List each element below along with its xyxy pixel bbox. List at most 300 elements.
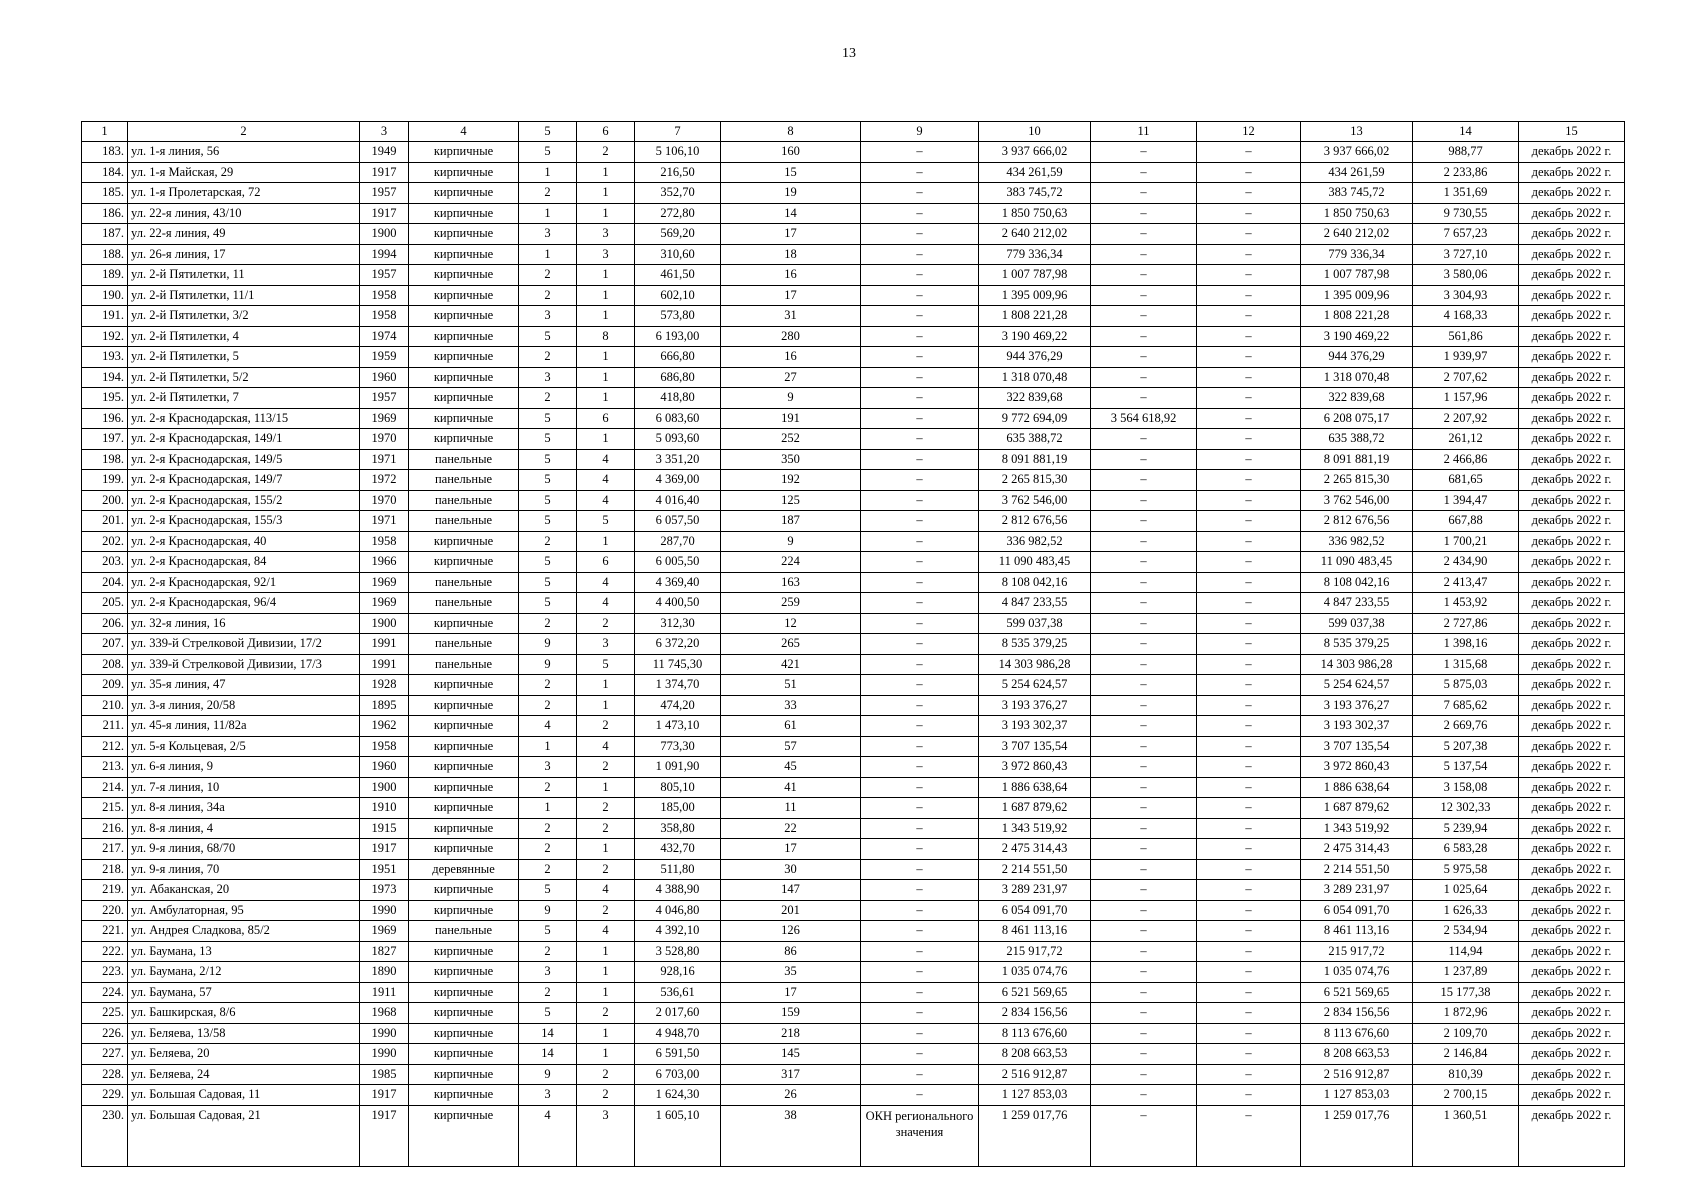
cell-col-14: 2 707,62 (1413, 367, 1519, 388)
cell-col-14: 3 158,08 (1413, 777, 1519, 798)
cell-row-number: 207. (82, 634, 128, 655)
cell-col-13: 3 289 231,97 (1301, 880, 1413, 901)
cell-col-13: 1 687 879,62 (1301, 798, 1413, 819)
cell-floors: 5 (519, 470, 577, 491)
cell-area: 1 605,10 (635, 1105, 721, 1166)
table-row (82, 695, 1625, 716)
cell-area: 1 091,90 (635, 757, 721, 778)
cell-wall-material: кирпичные (409, 962, 519, 983)
cell-col-12: – (1197, 757, 1301, 778)
header-cell-12: 12 (1197, 122, 1301, 142)
cell-area: 6 057,50 (635, 511, 721, 532)
cell-wall-material: панельные (409, 654, 519, 675)
cell-deadline: декабрь 2022 г. (1519, 1105, 1625, 1166)
cell-total-cost: 3 762 546,00 (979, 490, 1091, 511)
cell-okn-status: – (861, 736, 979, 757)
table-row (82, 367, 1625, 388)
cell-col-13: 11 090 483,45 (1301, 552, 1413, 573)
table-row (82, 429, 1625, 450)
cell-area: 686,80 (635, 367, 721, 388)
header-cell-13: 13 (1301, 122, 1413, 142)
cell-col-11: – (1091, 572, 1197, 593)
cell-total-cost: 8 461 113,16 (979, 921, 1091, 942)
cell-col-11: – (1091, 1085, 1197, 1106)
cell-year-built: 1991 (360, 654, 409, 675)
cell-residents: 125 (721, 490, 861, 511)
cell-col-12: – (1197, 470, 1301, 491)
table-row (82, 675, 1625, 696)
cell-year-built: 1958 (360, 531, 409, 552)
cell-col-14: 5 137,54 (1413, 757, 1519, 778)
cell-floors: 4 (519, 716, 577, 737)
table-row (82, 1105, 1625, 1166)
cell-year-built: 1974 (360, 326, 409, 347)
cell-row-number: 228. (82, 1064, 128, 1085)
cell-col-14: 2 434,90 (1413, 552, 1519, 573)
cell-col-14: 810,39 (1413, 1064, 1519, 1085)
table-row (82, 1044, 1625, 1065)
cell-total-cost: 1 687 879,62 (979, 798, 1091, 819)
cell-address: ул. 2-й Пятилетки, 3/2 (128, 306, 360, 327)
cell-total-cost: 3 289 231,97 (979, 880, 1091, 901)
cell-total-cost: 2 516 912,87 (979, 1064, 1091, 1085)
cell-wall-material: панельные (409, 511, 519, 532)
cell-entrances: 1 (577, 962, 635, 983)
cell-entrances: 1 (577, 203, 635, 224)
cell-floors: 4 (519, 1105, 577, 1166)
cell-entrances: 4 (577, 921, 635, 942)
cell-year-built: 1917 (360, 1085, 409, 1106)
cell-floors: 5 (519, 552, 577, 573)
cell-address: ул. 1-я линия, 56 (128, 142, 360, 163)
cell-total-cost: 6 054 091,70 (979, 900, 1091, 921)
cell-deadline: декабрь 2022 г. (1519, 552, 1625, 573)
cell-total-cost: 6 521 569,65 (979, 982, 1091, 1003)
cell-address: ул. 2-й Пятилетки, 5 (128, 347, 360, 368)
cell-entrances: 2 (577, 1064, 635, 1085)
cell-wall-material: кирпичные (409, 306, 519, 327)
cell-residents: 57 (721, 736, 861, 757)
cell-col-12: – (1197, 1044, 1301, 1065)
cell-floors: 3 (519, 224, 577, 245)
cell-address: ул. Абаканская, 20 (128, 880, 360, 901)
cell-total-cost: 2 265 815,30 (979, 470, 1091, 491)
table-row (82, 203, 1625, 224)
cell-total-cost: 5 254 624,57 (979, 675, 1091, 696)
cell-row-number: 206. (82, 613, 128, 634)
cell-address: ул. Беляева, 20 (128, 1044, 360, 1065)
cell-year-built: 1917 (360, 839, 409, 860)
cell-row-number: 227. (82, 1044, 128, 1065)
header-cell-9: 9 (861, 122, 979, 142)
cell-col-11: – (1091, 777, 1197, 798)
cell-col-13: 5 254 624,57 (1301, 675, 1413, 696)
cell-total-cost: 383 745,72 (979, 183, 1091, 204)
cell-wall-material: панельные (409, 470, 519, 491)
cell-row-number: 214. (82, 777, 128, 798)
cell-entrances: 1 (577, 839, 635, 860)
cell-okn-status: – (861, 326, 979, 347)
cell-row-number: 197. (82, 429, 128, 450)
cell-col-12: – (1197, 367, 1301, 388)
cell-floors: 14 (519, 1044, 577, 1065)
cell-address: ул. 2-я Краснодарская, 40 (128, 531, 360, 552)
cell-col-13: 322 839,68 (1301, 388, 1413, 409)
cell-col-14: 1 360,51 (1413, 1105, 1519, 1166)
cell-col-14: 2 700,15 (1413, 1085, 1519, 1106)
cell-col-13: 3 193 376,27 (1301, 695, 1413, 716)
cell-area: 418,80 (635, 388, 721, 409)
header-cell-14: 14 (1413, 122, 1519, 142)
cell-floors: 1 (519, 798, 577, 819)
cell-total-cost: 2 640 212,02 (979, 224, 1091, 245)
cell-total-cost: 3 190 469,22 (979, 326, 1091, 347)
cell-area: 310,60 (635, 244, 721, 265)
cell-col-14: 4 168,33 (1413, 306, 1519, 327)
cell-year-built: 1895 (360, 695, 409, 716)
cell-row-number: 193. (82, 347, 128, 368)
cell-col-14: 7 685,62 (1413, 695, 1519, 716)
cell-col-13: 2 214 551,50 (1301, 859, 1413, 880)
cell-total-cost: 8 113 676,60 (979, 1023, 1091, 1044)
cell-col-13: 336 982,52 (1301, 531, 1413, 552)
cell-col-13: 1 318 070,48 (1301, 367, 1413, 388)
cell-total-cost: 1 808 221,28 (979, 306, 1091, 327)
cell-okn-status: – (861, 572, 979, 593)
cell-total-cost: 1 886 638,64 (979, 777, 1091, 798)
table-row (82, 244, 1625, 265)
cell-total-cost: 1 318 070,48 (979, 367, 1091, 388)
cell-address: ул. Амбулаторная, 95 (128, 900, 360, 921)
cell-row-number: 194. (82, 367, 128, 388)
cell-col-11: – (1091, 326, 1197, 347)
table-row (82, 716, 1625, 737)
cell-okn-status: – (861, 388, 979, 409)
cell-wall-material: кирпичные (409, 1023, 519, 1044)
cell-col-13: 779 336,34 (1301, 244, 1413, 265)
cell-floors: 1 (519, 203, 577, 224)
cell-address: ул. 9-я линия, 70 (128, 859, 360, 880)
cell-floors: 2 (519, 859, 577, 880)
cell-floors: 9 (519, 900, 577, 921)
cell-area: 5 106,10 (635, 142, 721, 163)
cell-total-cost: 2 812 676,56 (979, 511, 1091, 532)
cell-wall-material: кирпичные (409, 183, 519, 204)
cell-col-11: – (1091, 736, 1197, 757)
cell-entrances: 2 (577, 900, 635, 921)
cell-wall-material: кирпичные (409, 695, 519, 716)
cell-entrances: 2 (577, 757, 635, 778)
table-row (82, 859, 1625, 880)
cell-address: ул. Большая Садовая, 21 (128, 1105, 360, 1166)
cell-col-14: 1 939,97 (1413, 347, 1519, 368)
header-cell-5: 5 (519, 122, 577, 142)
cell-deadline: декабрь 2022 г. (1519, 511, 1625, 532)
cell-row-number: 209. (82, 675, 128, 696)
cell-wall-material: кирпичные (409, 285, 519, 306)
cell-entrances: 2 (577, 798, 635, 819)
cell-residents: 31 (721, 306, 861, 327)
cell-area: 11 745,30 (635, 654, 721, 675)
cell-okn-status: – (861, 511, 979, 532)
cell-col-14: 5 875,03 (1413, 675, 1519, 696)
cell-okn-status: – (861, 183, 979, 204)
cell-deadline: декабрь 2022 г. (1519, 982, 1625, 1003)
cell-year-built: 1959 (360, 347, 409, 368)
cell-residents: 317 (721, 1064, 861, 1085)
cell-wall-material: кирпичные (409, 757, 519, 778)
cell-okn-status: – (861, 941, 979, 962)
cell-col-14: 561,86 (1413, 326, 1519, 347)
cell-okn-status: – (861, 818, 979, 839)
cell-deadline: декабрь 2022 г. (1519, 306, 1625, 327)
cell-col-12: – (1197, 736, 1301, 757)
cell-total-cost: 11 090 483,45 (979, 552, 1091, 573)
cell-floors: 5 (519, 1003, 577, 1024)
cell-residents: 265 (721, 634, 861, 655)
cell-col-12: – (1197, 285, 1301, 306)
cell-col-12: – (1197, 203, 1301, 224)
cell-row-number: 216. (82, 818, 128, 839)
cell-entrances: 1 (577, 941, 635, 962)
cell-deadline: декабрь 2022 г. (1519, 839, 1625, 860)
cell-floors: 3 (519, 306, 577, 327)
cell-floors: 2 (519, 818, 577, 839)
cell-residents: 224 (721, 552, 861, 573)
cell-area: 773,30 (635, 736, 721, 757)
cell-entrances: 4 (577, 449, 635, 470)
cell-row-number: 208. (82, 654, 128, 675)
cell-total-cost: 215 917,72 (979, 941, 1091, 962)
cell-wall-material: кирпичные (409, 798, 519, 819)
cell-okn-status: – (861, 675, 979, 696)
cell-col-13: 8 091 881,19 (1301, 449, 1413, 470)
cell-row-number: 205. (82, 593, 128, 614)
cell-total-cost: 944 376,29 (979, 347, 1091, 368)
cell-residents: 17 (721, 224, 861, 245)
cell-residents: 163 (721, 572, 861, 593)
cell-floors: 5 (519, 921, 577, 942)
cell-row-number: 200. (82, 490, 128, 511)
cell-col-14: 3 580,06 (1413, 265, 1519, 286)
cell-col-12: – (1197, 552, 1301, 573)
cell-col-13: 14 303 986,28 (1301, 654, 1413, 675)
cell-col-12: – (1197, 408, 1301, 429)
cell-area: 185,00 (635, 798, 721, 819)
cell-year-built: 1900 (360, 613, 409, 634)
cell-col-14: 5 975,58 (1413, 859, 1519, 880)
table-row (82, 224, 1625, 245)
cell-area: 3 351,20 (635, 449, 721, 470)
cell-address: ул. Беляева, 24 (128, 1064, 360, 1085)
cell-okn-status: – (861, 162, 979, 183)
cell-address: ул. 26-я линия, 17 (128, 244, 360, 265)
cell-entrances: 1 (577, 388, 635, 409)
cell-col-11: – (1091, 367, 1197, 388)
table-row (82, 654, 1625, 675)
cell-residents: 252 (721, 429, 861, 450)
cell-residents: 9 (721, 531, 861, 552)
cell-col-13: 944 376,29 (1301, 347, 1413, 368)
cell-year-built: 1958 (360, 285, 409, 306)
table-body (82, 142, 1625, 1167)
cell-col-13: 383 745,72 (1301, 183, 1413, 204)
table-row (82, 798, 1625, 819)
table-row (82, 1085, 1625, 1106)
cell-wall-material: панельные (409, 921, 519, 942)
cell-col-13: 3 193 302,37 (1301, 716, 1413, 737)
table-row (82, 470, 1625, 491)
cell-wall-material: кирпичные (409, 531, 519, 552)
cell-deadline: декабрь 2022 г. (1519, 695, 1625, 716)
cell-col-12: – (1197, 593, 1301, 614)
cell-floors: 5 (519, 490, 577, 511)
cell-floors: 14 (519, 1023, 577, 1044)
cell-area: 461,50 (635, 265, 721, 286)
cell-wall-material: кирпичные (409, 429, 519, 450)
cell-col-14: 12 302,33 (1413, 798, 1519, 819)
cell-address: ул. 339-й Стрелковой Дивизии, 17/2 (128, 634, 360, 655)
cell-col-11: – (1091, 203, 1197, 224)
cell-okn-status: – (861, 449, 979, 470)
cell-entrances: 6 (577, 552, 635, 573)
cell-floors: 9 (519, 654, 577, 675)
table-row (82, 757, 1625, 778)
cell-wall-material: панельные (409, 593, 519, 614)
cell-row-number: 204. (82, 572, 128, 593)
page-number: 13 (842, 46, 856, 61)
cell-address: ул. 5-я Кольцевая, 2/5 (128, 736, 360, 757)
cell-col-11: – (1091, 1044, 1197, 1065)
cell-deadline: декабрь 2022 г. (1519, 675, 1625, 696)
cell-okn-status: – (861, 757, 979, 778)
cell-okn-status: – (861, 880, 979, 901)
cell-col-11: – (1091, 429, 1197, 450)
data-table (81, 121, 1625, 1167)
cell-col-14: 6 583,28 (1413, 839, 1519, 860)
cell-residents: 15 (721, 162, 861, 183)
cell-okn-status: – (861, 593, 979, 614)
cell-area: 6 372,20 (635, 634, 721, 655)
cell-col-13: 8 108 042,16 (1301, 572, 1413, 593)
cell-address: ул. 2-я Краснодарская, 96/4 (128, 593, 360, 614)
cell-col-11: – (1091, 1064, 1197, 1085)
table-row (82, 183, 1625, 204)
cell-okn-status: – (861, 367, 979, 388)
cell-deadline: декабрь 2022 г. (1519, 716, 1625, 737)
cell-col-11: – (1091, 798, 1197, 819)
cell-row-number: 201. (82, 511, 128, 532)
cell-address: ул. Баумана, 2/12 (128, 962, 360, 983)
cell-col-14: 7 657,23 (1413, 224, 1519, 245)
cell-row-number: 189. (82, 265, 128, 286)
cell-residents: 9 (721, 388, 861, 409)
cell-deadline: декабрь 2022 г. (1519, 244, 1625, 265)
cell-year-built: 1990 (360, 1023, 409, 1044)
cell-col-14: 1 398,16 (1413, 634, 1519, 655)
cell-address: ул. 6-я линия, 9 (128, 757, 360, 778)
cell-col-12: – (1197, 572, 1301, 593)
table-row (82, 593, 1625, 614)
cell-col-13: 1 850 750,63 (1301, 203, 1413, 224)
cell-col-14: 2 233,86 (1413, 162, 1519, 183)
cell-floors: 2 (519, 265, 577, 286)
cell-col-14: 1 700,21 (1413, 531, 1519, 552)
cell-total-cost: 1 343 519,92 (979, 818, 1091, 839)
cell-year-built: 1973 (360, 880, 409, 901)
cell-area: 4 948,70 (635, 1023, 721, 1044)
cell-floors: 5 (519, 408, 577, 429)
cell-col-13: 635 388,72 (1301, 429, 1413, 450)
header-cell-6: 6 (577, 122, 635, 142)
cell-wall-material: кирпичные (409, 244, 519, 265)
cell-floors: 1 (519, 244, 577, 265)
cell-residents: 11 (721, 798, 861, 819)
cell-okn-status: – (861, 142, 979, 163)
cell-deadline: декабрь 2022 г. (1519, 183, 1625, 204)
cell-entrances: 2 (577, 613, 635, 634)
cell-deadline: декабрь 2022 г. (1519, 818, 1625, 839)
cell-okn-status: – (861, 982, 979, 1003)
cell-col-14: 15 177,38 (1413, 982, 1519, 1003)
cell-col-11: – (1091, 695, 1197, 716)
cell-col-11: – (1091, 531, 1197, 552)
cell-area: 4 369,00 (635, 470, 721, 491)
cell-area: 1 374,70 (635, 675, 721, 696)
cell-col-14: 2 466,86 (1413, 449, 1519, 470)
cell-residents: 218 (721, 1023, 861, 1044)
header-cell-8: 8 (721, 122, 861, 142)
table-row (82, 634, 1625, 655)
cell-wall-material: кирпичные (409, 1085, 519, 1106)
cell-year-built: 1951 (360, 859, 409, 880)
cell-total-cost: 1 259 017,76 (979, 1105, 1091, 1166)
cell-floors: 5 (519, 142, 577, 163)
cell-entrances: 2 (577, 716, 635, 737)
cell-address: ул. 2-й Пятилетки, 4 (128, 326, 360, 347)
cell-address: ул. Баумана, 57 (128, 982, 360, 1003)
cell-col-12: – (1197, 1085, 1301, 1106)
cell-col-12: – (1197, 142, 1301, 163)
table-row (82, 1003, 1625, 1024)
cell-col-13: 6 054 091,70 (1301, 900, 1413, 921)
cell-residents: 421 (721, 654, 861, 675)
cell-floors: 2 (519, 941, 577, 962)
cell-entrances: 3 (577, 244, 635, 265)
cell-col-11: – (1091, 265, 1197, 286)
cell-col-13: 3 972 860,43 (1301, 757, 1413, 778)
cell-deadline: декабрь 2022 г. (1519, 449, 1625, 470)
cell-wall-material: кирпичные (409, 941, 519, 962)
cell-col-14: 2 146,84 (1413, 1044, 1519, 1065)
cell-total-cost: 2 475 314,43 (979, 839, 1091, 860)
cell-area: 6 591,50 (635, 1044, 721, 1065)
cell-deadline: декабрь 2022 г. (1519, 265, 1625, 286)
cell-wall-material: кирпичные (409, 552, 519, 573)
cell-col-14: 1 025,64 (1413, 880, 1519, 901)
cell-row-number: 192. (82, 326, 128, 347)
cell-wall-material: панельные (409, 449, 519, 470)
cell-year-built: 1958 (360, 736, 409, 757)
cell-row-number: 190. (82, 285, 128, 306)
cell-year-built: 1969 (360, 593, 409, 614)
cell-okn-status: – (861, 1064, 979, 1085)
cell-year-built: 1970 (360, 429, 409, 450)
cell-wall-material: панельные (409, 634, 519, 655)
cell-okn-status: – (861, 1085, 979, 1106)
cell-address: ул. Башкирская, 8/6 (128, 1003, 360, 1024)
cell-floors: 2 (519, 531, 577, 552)
